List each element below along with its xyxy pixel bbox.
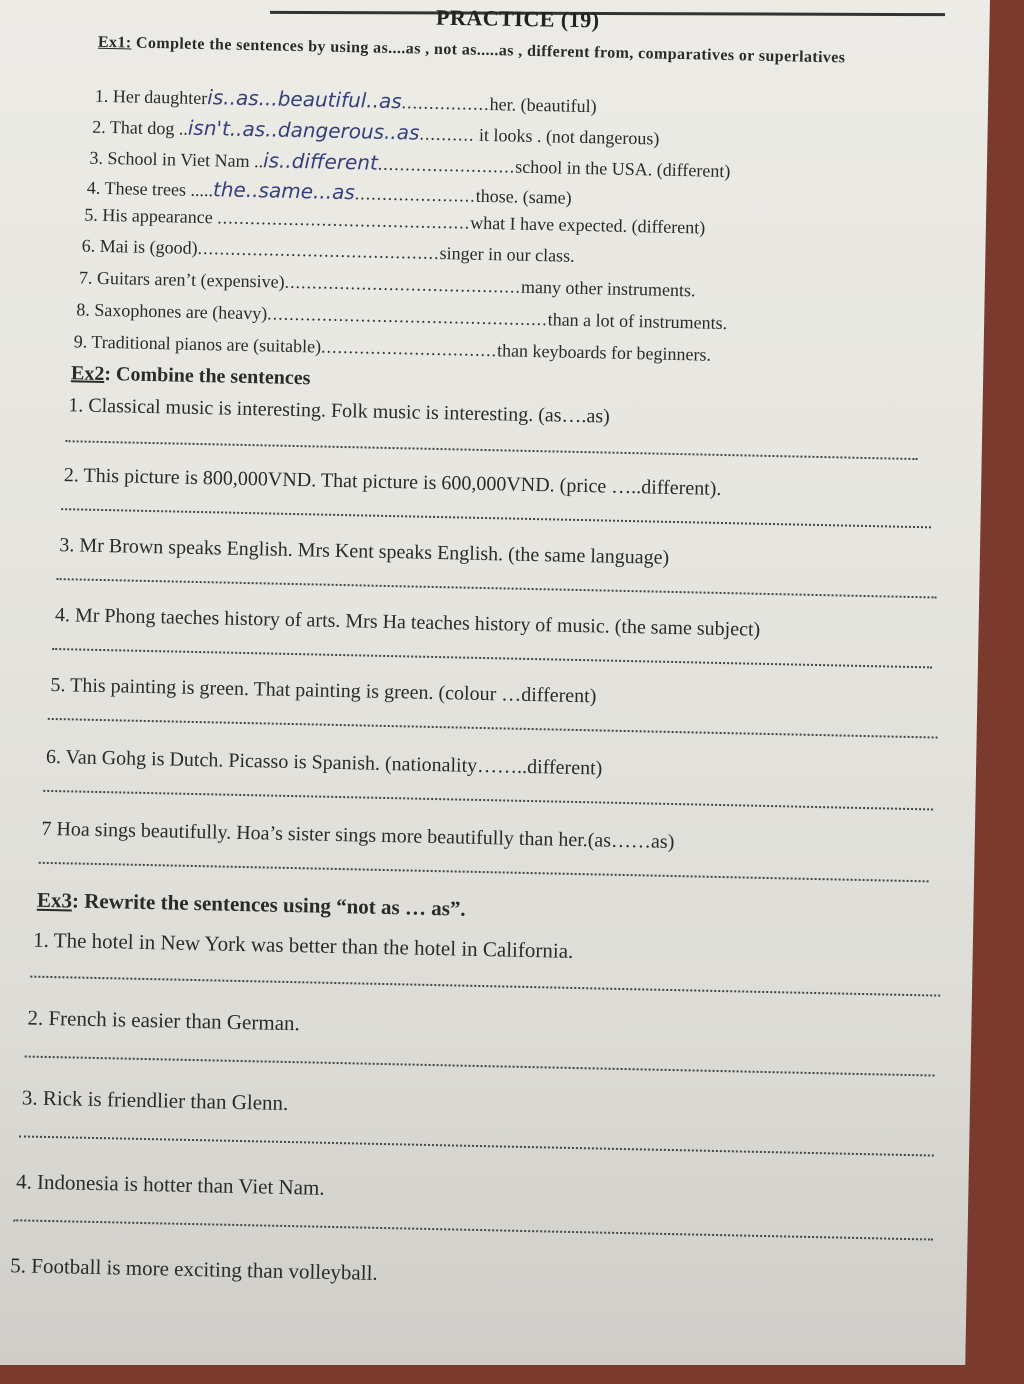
ex2-item-7: 7 Hoa sings beautifully. Hoa’s sister sings more beautifully than her.(as……as) xyxy=(41,817,675,854)
ex3-answer-line-2[interactable] xyxy=(25,1055,935,1076)
ex2-answer-line-1[interactable] xyxy=(66,440,918,460)
ex3-item-1: 1. The hotel in New York was better than the hotel in California. xyxy=(32,927,574,963)
ex3-item-4: 4. Indonesia is hotter than Viet Nam. xyxy=(15,1169,325,1200)
ex1-item-9-prompt: 9. Traditional pianos are (suitable) xyxy=(73,331,322,357)
ex1-item-1 xyxy=(95,83,597,118)
ex3-item-3: 3. Rick is friendlier than Glenn. xyxy=(21,1085,289,1116)
ex1-item-9 xyxy=(73,331,711,365)
ex1-item-4-blank: ...................... xyxy=(354,183,476,206)
ex1-instruction-text: Complete the sentences by using as....as , not as.....as , different from, comparatives or superlatives xyxy=(131,34,846,67)
ex1-item-4-prompt: 4. These trees ..... xyxy=(86,177,214,201)
page-title: PRACTICE (19) xyxy=(435,4,600,33)
ex2-item-1: 1. Classical music is interesting. Folk music is interesting. (as….as) xyxy=(68,394,611,428)
ex1-item-8-prompt: 8. Saxophones are (heavy) xyxy=(76,299,268,324)
ex1-item-8-tail: than a lot of instruments. xyxy=(547,309,728,334)
ex3-heading-text: : Rewrite the sentences using “not as … as”. xyxy=(71,888,466,921)
ex1-item-1-answer: is..as...beautiful..as xyxy=(207,85,402,114)
ex1-item-2-blank: .......... xyxy=(419,123,475,145)
ex1-item-6-tail: singer in our class. xyxy=(439,242,575,266)
ex3-answer-line-3[interactable] xyxy=(19,1135,934,1156)
ex1-item-1-tail: her. (beautiful) xyxy=(489,94,597,117)
ex1-item-5-blank: .............................................. xyxy=(217,207,471,233)
ex2-answer-line-2[interactable] xyxy=(61,508,931,528)
ex2-heading xyxy=(71,362,311,390)
ex1-item-1-prompt: 1. Her daughter xyxy=(94,85,208,109)
ex1-item-2-tail: it looks . (not dangerous) xyxy=(474,124,660,149)
ex1-item-5-prompt: 5. His appearance xyxy=(84,204,218,228)
ex1-item-6 xyxy=(81,236,574,267)
ex1-item-3-answer: is..different xyxy=(262,148,379,175)
ex2-item-3: 3. Mr Brown speaks English. Mrs Kent speaks English. (the same language) xyxy=(59,534,670,569)
ex1-item-9-blank: ................................ xyxy=(320,336,498,361)
ex3-answer-line-1[interactable] xyxy=(30,976,940,997)
ex1-item-4-tail: those. (same) xyxy=(475,185,572,208)
ex1-item-2-prompt: 2. That dog .. xyxy=(91,116,189,139)
ex2-item-6: 6. Van Gohg is Dutch. Picasso is Spanish. (nationality……..different) xyxy=(45,745,603,780)
ex1-item-7-prompt: 7. Guitars aren’t (expensive) xyxy=(78,267,285,292)
ex1-item-5-tail: what I have expected. (different) xyxy=(469,212,706,238)
ex3-heading xyxy=(37,888,466,922)
ex3-item-5: 5. Football is more exciting than volleyball. xyxy=(10,1253,378,1285)
ex1-item-3-prompt: 3. School in Viet Nam .. xyxy=(89,147,264,172)
ex2-answer-line-7[interactable] xyxy=(39,862,929,883)
ex2-label: Ex2 xyxy=(70,362,105,385)
ex3-answer-line-4[interactable] xyxy=(13,1219,933,1240)
ex2-heading-text: : Combine the sentences xyxy=(104,363,311,390)
ex3-label: Ex3 xyxy=(36,887,73,913)
ex1-item-8-blank: ................................................... xyxy=(267,303,548,330)
ex1-item-9-tail: than keyboards for beginners. xyxy=(496,340,712,365)
ex2-answer-line-6[interactable] xyxy=(43,790,933,811)
ex1-item-7-tail: many other instruments. xyxy=(520,276,696,301)
ex2-item-4: 4. Mr Phong taeches history of arts. Mrs Ha teaches history of music. (the same subject) xyxy=(54,604,761,641)
ex2-answer-line-4[interactable] xyxy=(52,648,932,668)
ex1-label: Ex1: xyxy=(97,33,132,52)
ex2-item-2: 2. This picture is 800,000VND. That picture is 600,000VND. (price …..different). xyxy=(63,464,722,500)
ex1-item-7 xyxy=(79,267,696,301)
ex1-item-3-blank: ......................... xyxy=(377,153,516,177)
ex1-item-5 xyxy=(84,205,705,239)
ex1-item-1-blank: ................ xyxy=(401,92,490,115)
ex3-item-2: 2. French is easier than German. xyxy=(27,1005,301,1036)
ex1-item-3-tail: school in the USA. (different) xyxy=(515,156,731,182)
ex1-instruction xyxy=(98,33,958,71)
ex2-answer-line-5[interactable] xyxy=(48,718,938,739)
ex2-item-5: 5. This painting is green. That painting is green. (colour …different) xyxy=(50,673,597,708)
ex1-item-6-blank: ............................................ xyxy=(197,237,440,263)
ex1-item-7-blank: ........................................... xyxy=(284,271,522,297)
ex1-item-6-prompt: 6. Mai is (good) xyxy=(81,235,198,258)
ex1-item-2 xyxy=(92,114,660,150)
ex2-answer-line-3[interactable] xyxy=(57,578,937,598)
ex1-item-2-answer: isn't..as..dangerous..as xyxy=(187,115,420,145)
ex1-item-4-answer: the..same...as xyxy=(212,177,356,205)
ex1-item-8 xyxy=(76,299,727,334)
ex1-item-4 xyxy=(87,175,572,209)
